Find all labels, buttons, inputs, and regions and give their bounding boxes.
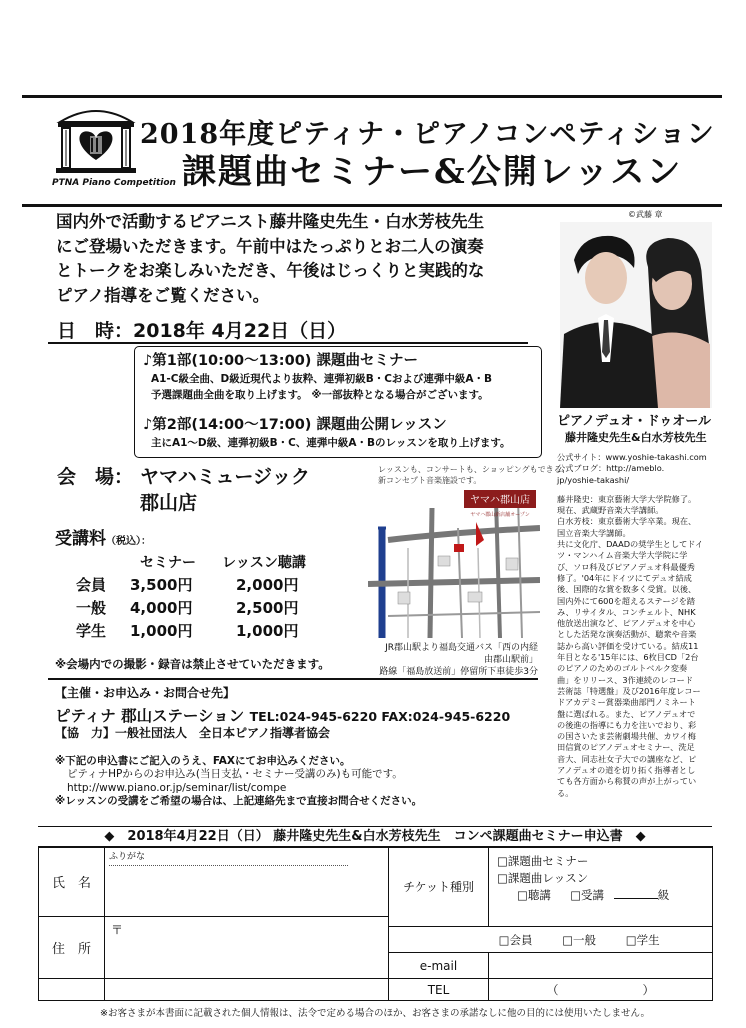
map-caption — [378, 464, 570, 486]
fee-row-seminar: 1,000円 — [130, 622, 193, 640]
application-form — [38, 846, 713, 1001]
biography — [557, 494, 717, 799]
intro-line: ピアノ指導をご覧ください。 — [56, 285, 270, 305]
bio-line: み、リサイタル、コンチェルト、NHK — [557, 606, 696, 617]
bio-line: 共に文化庁、DAADの奨学生としてドイ — [557, 539, 704, 550]
bio-line: ツ・マンハイム音楽大学大学院に学 — [557, 550, 688, 561]
intro-line: とトークをお楽しみいただき、午後はじっくりと実践的な — [56, 261, 485, 280]
host-contact: TEL:024-945-6220 FAX:024-945-6220 — [249, 709, 511, 724]
part1-desc: 予選課題曲全曲を取り上げます。 ※一部抜粋となる場合がございます。 — [151, 389, 489, 401]
bio-line: び、ソロ科及びピアノデュオ科最優秀 — [557, 561, 695, 572]
bio-line: 国内外にて600を超えるステージを踏 — [557, 595, 696, 606]
member-type — [389, 927, 713, 953]
intro-line: にご登場いただきます。午前中はたっぷりとお二人の演奏 — [56, 236, 484, 256]
fee-tax-note: （税込）： — [106, 536, 151, 547]
host-rule — [48, 678, 538, 680]
application-notes — [55, 755, 422, 809]
part1-title: ♪第1部(10:00〜13:00) 課題曲セミナー — [143, 353, 418, 369]
fee-row-label: 一般 — [76, 599, 107, 617]
checkbox-lesson[interactable]: □課題曲レッスン — [497, 871, 589, 885]
checkbox-general[interactable]: □一般 — [562, 932, 597, 947]
cooperation: 【協 力】一般社団法人 全日本ピアノ指導者協会 — [55, 726, 331, 740]
top-rule — [22, 95, 722, 98]
checkbox-take[interactable]: □受講 — [570, 888, 605, 902]
venue-label: 会 場： — [57, 466, 134, 488]
part2-title: ♪第2部(14:00〜17:00) 課題曲公開レッスン — [143, 417, 447, 433]
bio-line: 誌から高い評価を受けている。結成11 — [557, 640, 699, 651]
bio-line: 年目となる'15年には、6枚目CD「2台 — [557, 652, 699, 663]
bio-line: 曲」をリリース、3作連続のレコード — [557, 674, 694, 685]
official-blog: 公式ブログ：http://ameblo. — [557, 463, 665, 474]
fee-row-lesson: 2,500円 — [236, 599, 299, 617]
bio-line: の後進の指導にも力を注いでおり、彩 — [557, 719, 697, 730]
part1-desc: A1-C級全曲、D級近現代より抜粋、連弾初級B・Cおよび連弾中級A・B — [151, 373, 493, 385]
intro-text — [56, 210, 526, 308]
program-box — [134, 346, 542, 458]
bio-line: のピアノのためのゴルトベルク変奏 — [557, 663, 688, 674]
bio-line: 現在、武蔵野音楽大学講師。 — [557, 505, 664, 516]
bio-line: ても各方面から称賛の声が上がってい — [557, 776, 697, 787]
fee-header-lesson: レッスン聴講 — [222, 555, 306, 571]
apply-note: ピティナHPからのお申込み(当日支払・セミナー受講のみ)も可能です。 — [67, 768, 403, 781]
name-field[interactable] — [105, 847, 389, 917]
duo-name: ピアノデュオ・ドゥオール — [557, 414, 711, 429]
apply-url[interactable]: http://www.piano.or.jp/seminar/list/compe — [67, 781, 287, 794]
apply-note: ※レッスンの受講をご希望の場合は、上記連絡先まで直接お問合せください。 — [55, 795, 423, 808]
map-directions-line: 路線「福島放送前」停留所下車徒歩3分 — [379, 667, 538, 677]
bio-line: 修了。'04年にドイツにてデュオ結成 — [557, 572, 692, 583]
duo-members: 藤井隆史先生&白水芳枝先生 — [565, 431, 707, 444]
checkbox-listen[interactable]: □聴講 — [517, 888, 551, 902]
apply-note: ※下記の申込書にご記入のうえ、FAXにてお申込みください。 — [55, 755, 351, 767]
address-label: 住 所 — [39, 917, 105, 979]
address-field[interactable] — [105, 917, 389, 979]
fee-header-seminar: セミナー — [140, 555, 196, 571]
email-label: e-mail — [389, 953, 489, 979]
map-caption-line: レッスンも、コンサートも、ショッピングもできる、 — [378, 465, 570, 474]
form-header: ◆ 2018年4月22日（日） 藤井隆史先生&白水芳枝先生 コンペ課題曲セミナー申込書 ◆ — [38, 826, 712, 848]
fee-row-lesson: 2,000円 — [236, 576, 299, 594]
bio-line: アノデュオの道を切り拓く指導者とし — [557, 765, 696, 776]
map-store-label: ヤマハ郡山店 — [470, 495, 530, 506]
map-directions-line: JR郡山駅より福島交通バス「西の内経由郡山駅前」 — [385, 643, 538, 665]
date-rule — [48, 342, 528, 344]
fee-row-seminar: 4,000円 — [130, 599, 193, 617]
bio-line: とした活発な演奏活動が、聴衆や音楽 — [557, 629, 697, 640]
furigana-label: ふりがな — [109, 852, 146, 862]
fee-title — [55, 524, 151, 549]
bio-line: 盤に選ばれる。また、ピアノデュオで — [557, 708, 696, 719]
official-site: 公式サイト：www.yoshie-takashi.com — [557, 452, 707, 462]
page-title: 2018年度ピティナ・ピアノコンペティション — [140, 119, 715, 150]
bio-line: 藤井隆史：東京藝術大学大学院修了。 — [557, 493, 697, 504]
bio-line: 白水芳枝：東京藝術大学卒業。現在、 — [557, 516, 697, 527]
venue-map — [368, 488, 540, 638]
name-label: 氏 名 — [39, 847, 105, 917]
host-title: 【主催・お申込み・お問合せ先】 — [55, 686, 236, 700]
privacy-note: ※お客さまが本書面に記載された個人情報は、法令で定める場合のほか、お客さまの承諾なしに他の目的には使用いたしません。 — [100, 1008, 651, 1019]
bio-line: 芸術誌「特選盤」及び2016年度レコー — [557, 685, 701, 696]
host-name-text: ピティナ 郡山ステーション — [55, 707, 245, 725]
tel-label: TEL — [389, 979, 489, 1001]
checkbox-student[interactable]: □学生 — [625, 932, 660, 947]
date-value: 2018年 4月22日（日） — [133, 320, 347, 342]
date-label: 日 時： — [57, 320, 134, 342]
bio-line: る。 — [557, 787, 574, 798]
header-rule — [22, 204, 722, 207]
logo-caption: PTNA Piano Competition — [52, 178, 176, 188]
email-field[interactable] — [489, 953, 713, 979]
tel-field[interactable]: （ ） — [489, 979, 713, 1001]
venue-name: 郡山店 — [140, 492, 198, 514]
fee-row-label: 学生 — [76, 622, 107, 640]
postal-mark: 〒 — [111, 923, 124, 937]
part2-desc: 主にA1〜D級、連弾初級B・C、連弾中級A・Bのレッスンを取り上げます。 — [151, 437, 511, 449]
map-directions — [378, 642, 538, 678]
ticket-options — [489, 847, 713, 927]
bio-line: 田信賞のピアノデュオセミナー、洗足 — [557, 742, 695, 753]
fee-row-label: 会員 — [76, 576, 107, 594]
bio-line: 後、国際的な賞を数多く受賞。以後、 — [557, 584, 697, 595]
bio-line: 他放送出演など、ピアノデュオを中心 — [557, 618, 696, 629]
bio-line: 音大、同志社女子大での講座など、ピ — [557, 753, 697, 764]
official-blog: jp/yoshie-takashi/ — [557, 474, 630, 485]
map-store-sub: ヤマハ郡山新店舗オープン — [470, 512, 530, 518]
fee-row-seminar: 3,500円 — [130, 576, 193, 594]
fee-title-text: 受講料 — [55, 529, 106, 549]
host-name — [55, 704, 510, 726]
duo-profile — [557, 452, 717, 799]
bio-line: 国立音楽大学講師。 — [557, 527, 631, 538]
map-caption-line: 新コンセプト音楽施設です。 — [378, 476, 482, 485]
ptna-logo-icon — [52, 102, 140, 178]
ticket-label: チケット種別 — [389, 847, 489, 927]
event-date — [57, 316, 346, 343]
checkbox-seminar[interactable]: □課題曲セミナー — [497, 854, 589, 868]
duo-photo — [560, 222, 712, 408]
page-subtitle: 課題曲セミナー&公開レッスン — [182, 152, 683, 192]
venue-name: ヤマハミュージック — [140, 466, 311, 488]
bio-line: ドアカデミー賞器楽曲部門ノミネート — [557, 697, 696, 708]
recording-note: ※会場内での撮影・録音は禁止させていただきます。 — [55, 657, 330, 671]
photo-credit: ©武藤 章 — [628, 210, 663, 219]
checkbox-member[interactable]: □会員 — [498, 932, 533, 947]
bio-line: の国さいたま芸術劇場共催、カワイ梅 — [557, 731, 696, 742]
fee-row-lesson: 1,000円 — [236, 622, 299, 640]
grade-suffix: 級 — [657, 888, 670, 902]
intro-line: 国内外で活動するピアニスト藤井隆史先生・白水芳枝先生 — [56, 212, 485, 231]
